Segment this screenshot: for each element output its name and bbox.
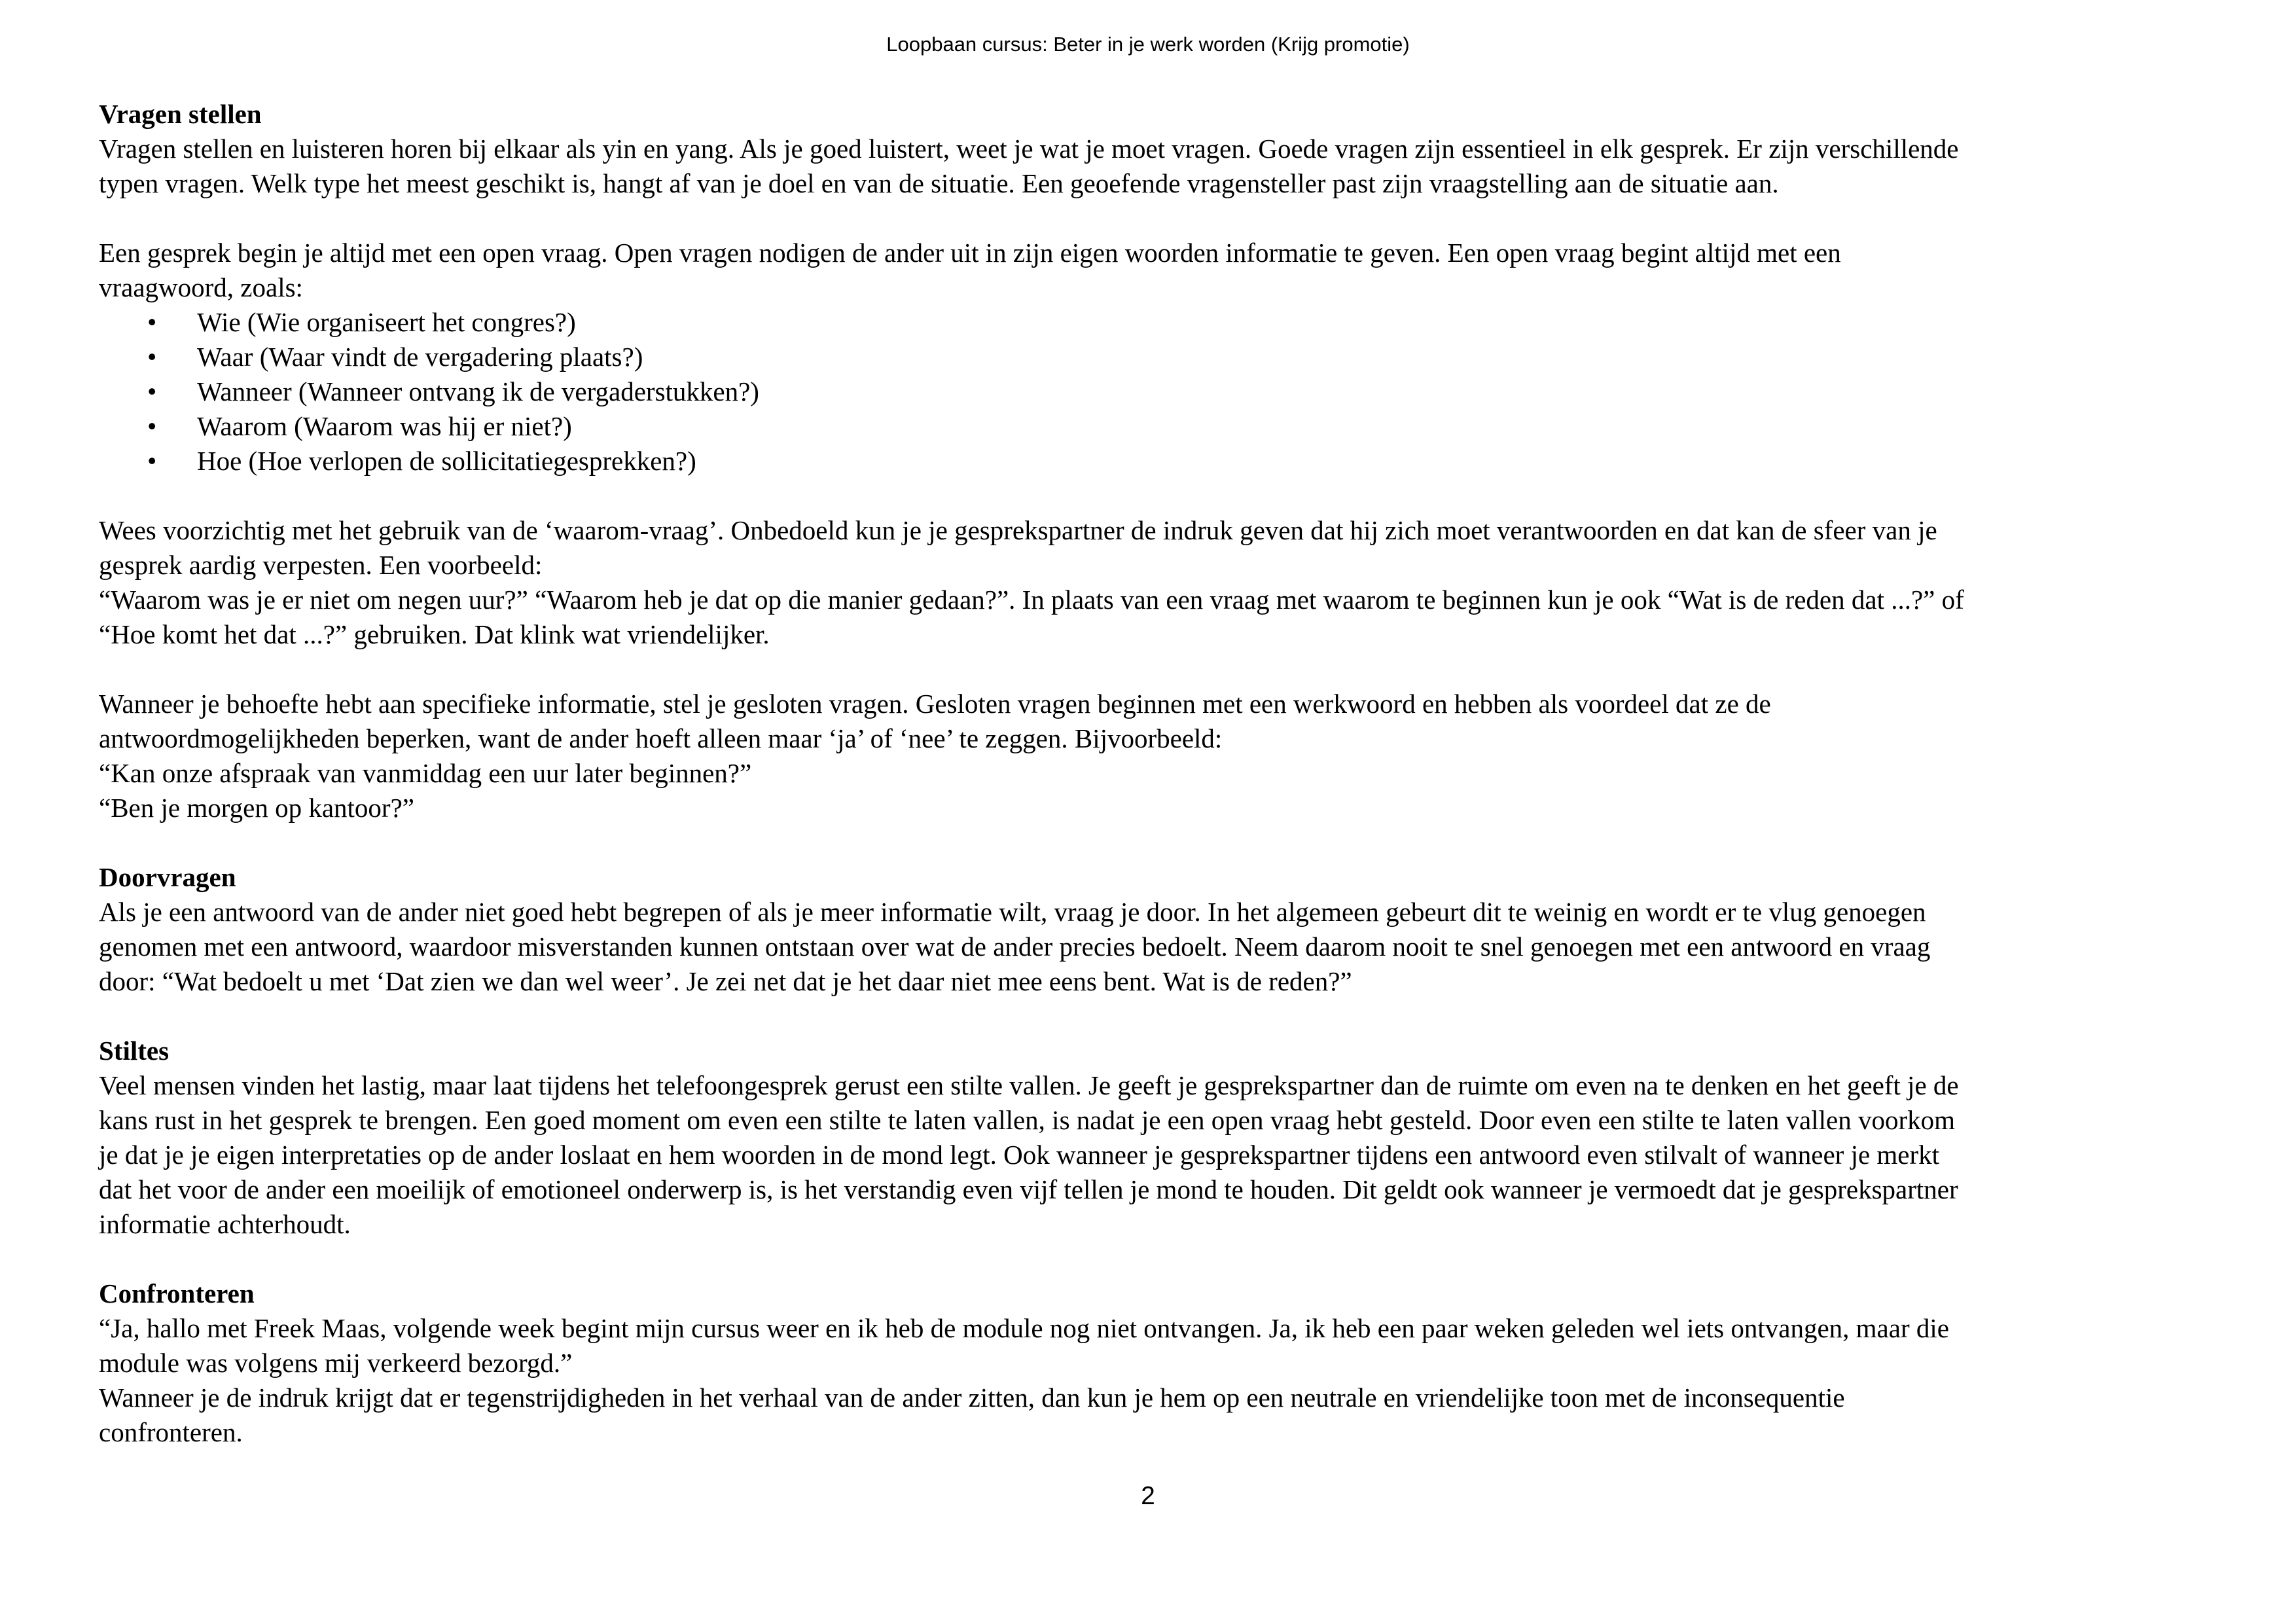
bullet-icon: • xyxy=(147,411,157,441)
bullet-icon: • xyxy=(147,446,157,476)
paragraph-gap xyxy=(99,652,2200,687)
list-item-text: Waarom (Waarom was hij er niet?) xyxy=(197,411,572,441)
bullet-icon: • xyxy=(147,342,157,372)
paragraph-line: door: “Wat bedoelt u met ‘Dat zien we dan wel weer’. Je zei net dat je het daar niet mee eens bent. Wat is de reden?” xyxy=(99,966,1352,996)
list-item xyxy=(99,409,2200,444)
document-body xyxy=(99,97,2200,1450)
paragraph-line: informatie achterhoudt. xyxy=(99,1209,351,1239)
paragraph-line: dat het voor de ander een moeilijk of emotioneel onderwerp is, is het verstandig even vijf tellen je mond te houden. Dit geldt ook wanneer je vermoedt dat je gesprekspartner xyxy=(99,1174,1958,1204)
list-item xyxy=(99,374,2200,409)
paragraph-line: je dat je je eigen interpretaties op de ander loslaat en hem woorden in de mond legt. Ook wanneer je gesprekspartner tijdens een antwoord even stilvalt of wanneer je merkt xyxy=(99,1140,1940,1170)
paragraph-line: Wees voorzichtig met het gebruik van de ‘waarom-vraag’. Onbedoeld kun je je gesprekspartner de indruk geven dat hij zich moet verantwoorden en dat kan de sfeer van je xyxy=(99,515,1937,545)
paragraph-gap xyxy=(99,1242,2200,1276)
paragraph-line: kans rust in het gesprek te brengen. Een goed moment om even een stilte te laten vallen, is nadat je een open vraag hebt gesteld. Door even een stilte te laten vallen voorkom xyxy=(99,1105,1956,1135)
list-item xyxy=(99,305,2200,340)
paragraph-line: “Ben je morgen op kantoor?” xyxy=(99,793,414,823)
paragraph-line: gesprek aardig verpesten. Een voorbeeld: xyxy=(99,550,543,580)
paragraph-line: “Ja, hallo met Freek Maas, volgende week begint mijn cursus weer en ik heb de module nog niet ontvangen. Ja, ik heb een paar weken geleden wel iets ontvangen, maar die xyxy=(99,1313,1949,1343)
paragraph-line: genomen met een antwoord, waardoor misverstanden kunnen ontstaan over wat de ander precies bedoelt. Neem daarom nooit te snel genoegen met een antwoord en vraag xyxy=(99,931,1931,962)
list-item-text: Hoe (Hoe verlopen de sollicitatiegesprekken?) xyxy=(197,446,696,476)
paragraph-gap xyxy=(99,999,2200,1034)
question-word-list xyxy=(99,305,2200,478)
bullet-icon: • xyxy=(147,376,157,406)
paragraph-line: antwoordmogelijkheden beperken, want de ander hoeft alleen maar ‘ja’ of ‘nee’ te zeggen. Bijvoorbeeld: xyxy=(99,723,1223,753)
paragraph-line: Wanneer je behoefte hebt aan specifieke informatie, stel je gesloten vragen. Gesloten vragen beginnen met een werkwoord en hebben als voordeel dat ze de xyxy=(99,689,1771,719)
paragraph-gap xyxy=(99,825,2200,860)
list-item-text: Waar (Waar vindt de vergadering plaats?) xyxy=(197,342,643,372)
bullet-icon: • xyxy=(147,307,157,337)
paragraph-line: “Waarom was je er niet om negen uur?” “Waarom heb je dat op die manier gedaan?”. In plaats van een vraag met waarom te beginnen kun je ook “Wat is de reden dat ...?” of xyxy=(99,585,1964,615)
paragraph-line: Wanneer je de indruk krijgt dat er tegenstrijdigheden in het verhaal van de ander zitten, dan kun je hem op een neutrale en vriendelijke toon met de inconsequentie xyxy=(99,1382,1845,1413)
list-item xyxy=(99,444,2200,478)
paragraph-gap xyxy=(99,478,2200,513)
list-item-text: Wanneer (Wanneer ontvang ik de vergaderstukken?) xyxy=(197,376,759,406)
paragraph-line: “Kan onze afspraak van vanmiddag een uur later beginnen?” xyxy=(99,758,752,788)
paragraph-line: “Hoe komt het dat ...?” gebruiken. Dat klink wat vriendelijker. xyxy=(99,619,770,649)
section-heading-stiltes: Stiltes xyxy=(99,1036,170,1066)
section-heading-doorvragen: Doorvragen xyxy=(99,862,236,892)
paragraph-line: vraagwoord, zoals: xyxy=(99,272,303,302)
paragraph-line: Als je een antwoord van de ander niet goed hebt begrepen of als je meer informatie wilt, vraag je door. In het algemeen gebeurt dit te weinig en wordt er te vlug genoegen xyxy=(99,897,1926,927)
page-header: Loopbaan cursus: Beter in je werk worden (Krijg promotie) xyxy=(886,33,1410,56)
list-item xyxy=(99,340,2200,374)
paragraph-gap xyxy=(99,201,2200,236)
paragraph-line: module was volgens mij verkeerd bezorgd.” xyxy=(99,1348,573,1378)
paragraph-line: Vragen stellen en luisteren horen bij elkaar als yin en yang. Als je goed luistert, weet je wat je moet vragen. Goede vragen zijn essentieel in elk gesprek. Er zijn verschillende xyxy=(99,134,1959,164)
section-heading-confronteren: Confronteren xyxy=(99,1278,255,1308)
paragraph-line: Veel mensen vinden het lastig, maar laat tijdens het telefoongesprek gerust een stilte vallen. Je geeft je gesprekspartner dan de ruimte om even na te denken en het geeft je de xyxy=(99,1070,1959,1100)
section-heading-vragen-stellen: Vragen stellen xyxy=(99,99,262,129)
paragraph-line: Een gesprek begin je altijd met een open vraag. Open vragen nodigen de ander uit in zijn eigen woorden informatie te geven. Een open vraag begint altijd met een xyxy=(99,238,1841,268)
page-number: 2 xyxy=(1141,1482,1155,1510)
paragraph-line: confronteren. xyxy=(99,1417,243,1447)
paragraph-line: typen vragen. Welk type het meest geschikt is, hangt af van je doel en van de situatie. Een geoefende vragensteller past zijn vraagstelling aan de situatie aan. xyxy=(99,168,1779,198)
list-item-text: Wie (Wie organiseert het congres?) xyxy=(197,307,576,337)
